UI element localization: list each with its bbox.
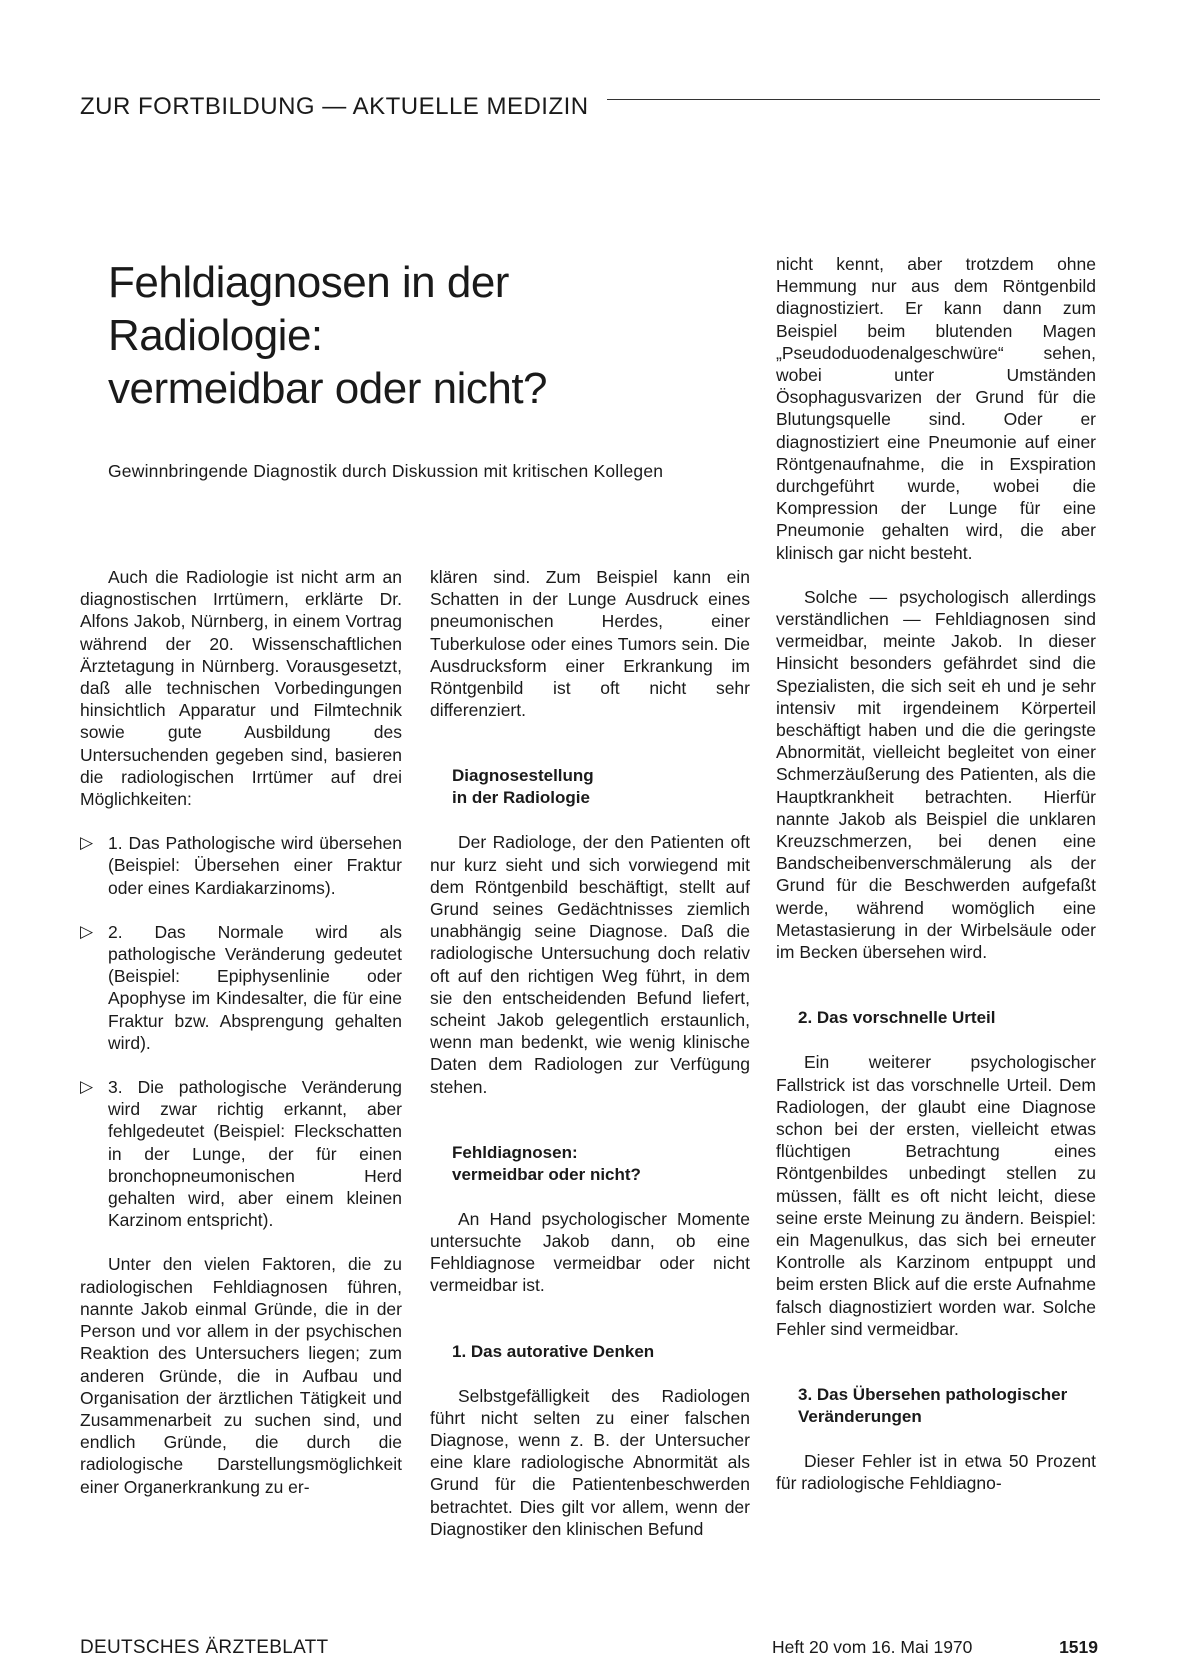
title-line: vermeidbar oder nicht? bbox=[108, 364, 548, 413]
triangle-bullet-icon: ▷ bbox=[80, 921, 94, 942]
paragraph: Der Radiologe, der den Patienten oft nur kurz sieht und sich vorwiegend mit dem Röntgenbild beschäftigt, stellt auf Grund seines Gedächtnisses ziemlich unabhängig seine Diagnose. Daß die radiologische Untersuchung doch relativ oft auf den richtigen Weg führt, in dem sie den entscheidenden Befund liefert, scheint Jakob gelegentlich erstaunlich, wenn man bedenkt, wie wenig klinische Daten dem Radiologen zur Verfügung stehen. bbox=[430, 832, 750, 1097]
issue-date: Heft 20 vom 16. Mai 1970 bbox=[772, 1637, 973, 1657]
paragraph: Solche — psychologisch allerdings verständlichen — Fehldiagnosen sind vermeidbar, meinte Jakob. In dieser Hinsicht besonders gefährdet sind die Spezialisten, die sich seit eh und je sehr intensiv mit irgendeinem Körperteil beschäftigt haben und die die geringste Abnormität, vielleicht begleitet von einer Schmerzäußerung des Patienten, als die Hauptkrankheit betrachten. Hierfür nannte Jakob als Beispiel die unklaren Kreuzschmerzen, bei denen eine Bandscheibenverschmälerung als der Grund für die Beschwerden aufgefaßt werde, während womöglich eine Metastasierung in der Wirbelsäule oder im Becken übersehen wird. bbox=[776, 586, 1096, 963]
column-3 bbox=[776, 253, 1096, 1494]
section-heading bbox=[430, 1142, 750, 1186]
paragraph: Ein weiterer psychologischer Fallstrick ist das vorschnelle Urteil. Dem Radiologen, der glaubt eine Diagnose schon bei der ersten, vielleicht etwas flüchtigen Betrachtung eines Röntgenbildes unbedingt stellen zu müssen, fällt es oft nicht leicht, diese seine erste Meinung zu ändern. Beispiel: ein Magenulkus, das sich bei erneuter Kontrolle als Karzinom entpuppt und beim ersten Blick auf die erste Aufnahme falsch diagnostiziert worden war. Solche Fehler sind vermeidbar. bbox=[776, 1052, 1096, 1339]
section-heading bbox=[776, 1384, 1096, 1428]
paragraph: Dieser Fehler ist in etwa 50 Prozent für radiologische Fehldiagno- bbox=[776, 1450, 1096, 1494]
paragraph: Unter den vielen Faktoren, die zu radiologischen Fehldiagnosen führen, nannte Jakob einmal Gründe, die in der Person und vor allem in der psychischen Reaktion des Untersuchers liegen; zum anderen Gründe, die in Aufbau und Organisation der ärztlichen Tätigkeit und Zusammenarbeit zu suchen sind, und endlich Gründe, die durch die radiologische Darstellungsmöglichkeit einer Organerkrankung zu er- bbox=[80, 1254, 402, 1497]
heading-line: vermeidbar oder nicht? bbox=[452, 1164, 641, 1184]
triangle-bullet-icon: ▷ bbox=[80, 833, 94, 854]
paragraph: nicht kennt, aber trotzdem ohne Hemmung nur aus dem Röntgenbild diagnostiziert. Er kann dann zum Beispiel beim blutenden Magen „Pseudoduodenalgeschwüre“ sehen, wobei unter Umständen Ösophagusvarizen der Grund für die Blutungsquelle sind. Oder er diagnostiziert eine Pneumonie auf einer Röntgenaufnahme, die in Exspiration durchgeführt wurde, wobei die Kompression der Lunge für eine Pneumonie gehalten wird, die aber klinisch gar nicht besteht. bbox=[776, 254, 1096, 563]
header-rule bbox=[607, 99, 1100, 100]
section-label: ZUR FORTBILDUNG — AKTUELLE MEDIZIN bbox=[80, 93, 589, 120]
list-item-text: 1. Das Pathologische wird übersehen (Beispiel: Übersehen einer Fraktur oder eines Kardiakarzinoms). bbox=[108, 833, 402, 898]
title-line: Fehldiagnosen in der bbox=[108, 258, 509, 307]
article-title bbox=[108, 256, 728, 415]
list-item bbox=[80, 1076, 402, 1231]
paragraph: Auch die Radiologie ist nicht arm an diagnostischen Irrtümern, erklärte Dr. Alfons Jakob, Nürnberg, in einem Vortrag während der 20. Wissenschaftlichen Ärztetagung in Nürnberg. Vorausgesetzt, daß alle technischen Vorbedingungen hinsichtlich Apparatur und Filmtechnik sowie gute Ausbildung des Untersuchenden gegeben sind, basieren die radiologischen Irrtümer auf drei Möglichkeiten: bbox=[80, 567, 402, 810]
column-1 bbox=[80, 566, 402, 1498]
list-item bbox=[80, 921, 402, 1054]
section-header bbox=[80, 93, 1100, 121]
article-subtitle: Gewinnbringende Diagnostik durch Diskussion mit kritischen Kollegen bbox=[108, 461, 664, 481]
heading-line: in der Radiologie bbox=[452, 788, 590, 808]
heading-line: Fehldiagnosen: bbox=[452, 1142, 578, 1162]
paragraph: Selbstgefälligkeit des Radiologen führt nicht selten zu einer falschen Diagnose, wenn z. B. der Untersucher eine klare radiologische Abnormität als Grund für die Patientenbeschwerden betrachtet. Dies gilt vor allem, wenn der Diagnostiker den klinischen Befund bbox=[430, 1385, 750, 1539]
issue-info bbox=[772, 1637, 1098, 1658]
paragraph: klären sind. Zum Beispiel kann ein Schatten in der Lunge Ausdruck eines pneumonischen Herdes, einer Tuberkulose oder eines Tumors sein. Die Ausdrucksform einer Erkrankung im Röntgenbild ist oft nicht sehr differenziert. bbox=[430, 567, 750, 721]
triangle-bullet-icon: ▷ bbox=[80, 1077, 94, 1098]
heading-line: Veränderungen bbox=[798, 1406, 922, 1426]
title-line: Radiologie: bbox=[108, 311, 323, 360]
list-item bbox=[80, 832, 402, 899]
paragraph: An Hand psychologischer Momente untersuchte Jakob dann, ob eine Fehldiagnose vermeidbar oder nicht vermeidbar ist. bbox=[430, 1208, 750, 1296]
section-heading: 1. Das autorative Denken bbox=[452, 1341, 655, 1361]
section-heading: 2. Das vorschnelle Urteil bbox=[798, 1008, 996, 1028]
section-heading bbox=[430, 765, 750, 809]
journal-name: DEUTSCHES ÄRZTEBLATT bbox=[80, 1637, 329, 1658]
heading-line: Diagnosestellung bbox=[452, 766, 594, 786]
list-item-text: 2. Das Normale wird als pathologische Veränderung gedeutet (Beispiel: Epiphysenlinie oder Apophyse im Kindesalter, die für eine Fraktur bzw. Absprengung gehalten wird). bbox=[108, 921, 402, 1053]
page-number: 1519 bbox=[1059, 1637, 1098, 1657]
column-2 bbox=[430, 566, 750, 1540]
heading-line: 3. Das Übersehen pathologischer bbox=[798, 1384, 1068, 1404]
list-item-text: 3. Die pathologische Veränderung wird zwar richtig erkannt, aber fehlgedeutet (Beispiel: Fleckschatten in der Lunge, der für einen bronchopneumonischen Herd gehalten wird, aber einem kleinen Karzinom entspricht). bbox=[108, 1077, 402, 1231]
